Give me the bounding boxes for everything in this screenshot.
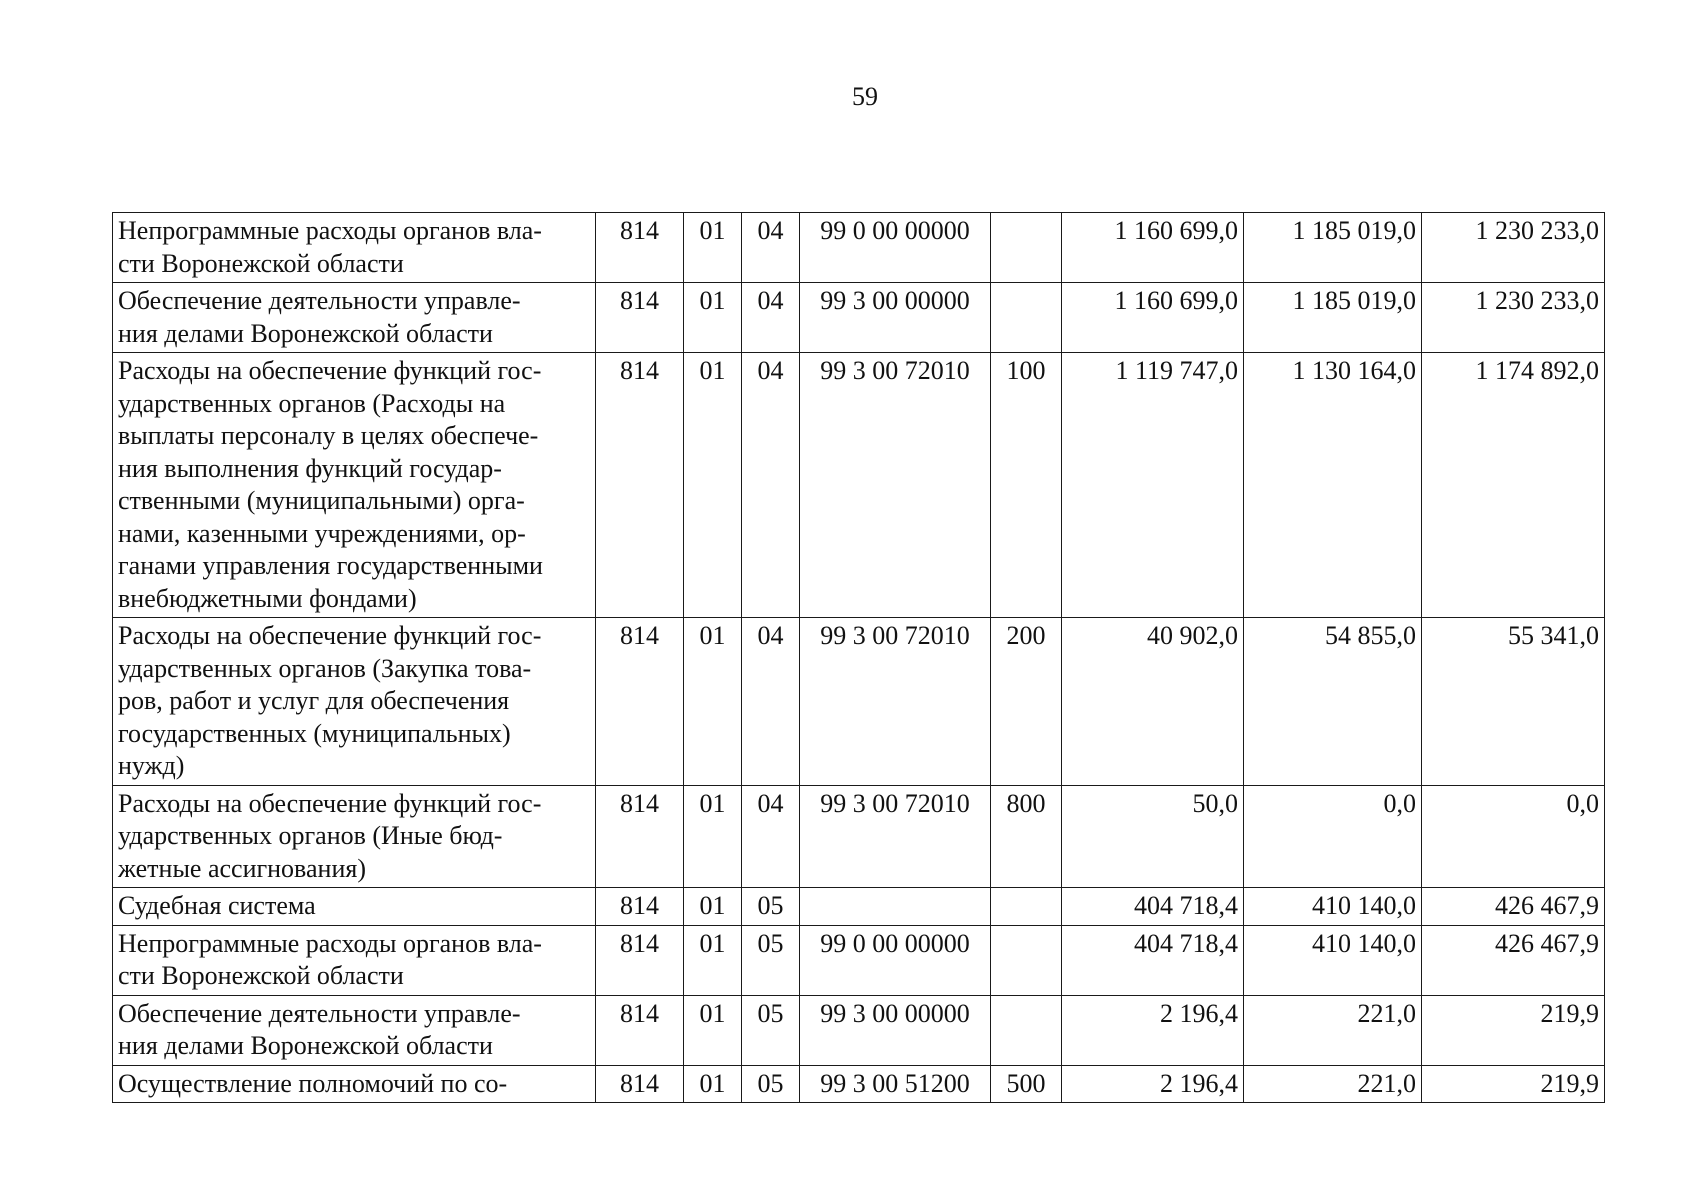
cell-amount-year-3: 426 467,9 <box>1422 888 1605 926</box>
expense-name-line: ударственных органов (Расходы на <box>118 388 506 418</box>
cell-amount-year-2: 410 140,0 <box>1244 888 1422 926</box>
cell-subsection-code: 04 <box>742 785 800 888</box>
expense-name-line: сти Воронежской области <box>118 248 404 278</box>
expense-name-line: нужд) <box>118 751 185 780</box>
cell-amount-year-2: 1 130 164,0 <box>1244 353 1422 618</box>
cell-amount-year-3: 426 467,9 <box>1422 925 1605 995</box>
expense-name-line: Расходы на обеспечение функций гос- <box>118 356 542 385</box>
expense-name-line: сти Воронежской области <box>118 961 404 990</box>
cell-section-code: 01 <box>684 925 742 995</box>
cell-expense-name <box>113 353 596 618</box>
cell-expense-type: 500 <box>991 1065 1062 1103</box>
cell-section-code: 01 <box>684 353 742 618</box>
cell-target-article: 99 0 00 00000 <box>800 213 991 283</box>
expense-name-line: Расходы на обеспечение функций гос- <box>118 621 542 650</box>
cell-section-code: 01 <box>684 618 742 786</box>
cell-expense-name <box>113 213 596 283</box>
cell-expense-name <box>113 995 596 1065</box>
cell-grbs-code: 814 <box>596 213 684 283</box>
cell-amount-year-3: 1 174 892,0 <box>1422 353 1605 618</box>
cell-section-code: 01 <box>684 785 742 888</box>
cell-grbs-code: 814 <box>596 353 684 618</box>
table-row <box>113 618 1605 786</box>
cell-target-article <box>800 888 991 926</box>
cell-target-article: 99 3 00 51200 <box>800 1065 991 1103</box>
cell-grbs-code: 814 <box>596 618 684 786</box>
cell-amount-year-3: 0,0 <box>1422 785 1605 888</box>
cell-grbs-code: 814 <box>596 283 684 353</box>
cell-amount-year-2: 410 140,0 <box>1244 925 1422 995</box>
cell-section-code: 01 <box>684 213 742 283</box>
cell-amount-year-2: 1 185 019,0 <box>1244 213 1422 283</box>
cell-amount-year-1: 1 119 747,0 <box>1062 353 1244 618</box>
cell-subsection-code: 05 <box>742 925 800 995</box>
cell-expense-type <box>991 213 1062 283</box>
cell-target-article: 99 0 00 00000 <box>800 925 991 995</box>
cell-amount-year-3: 219,9 <box>1422 1065 1605 1103</box>
cell-grbs-code: 814 <box>596 925 684 995</box>
table-row <box>113 283 1605 353</box>
cell-target-article: 99 3 00 72010 <box>800 785 991 888</box>
table-row <box>113 888 1605 926</box>
cell-expense-type: 200 <box>991 618 1062 786</box>
expense-name-line: Непрограммные расходы органов вла- <box>118 928 542 958</box>
cell-expense-name <box>113 888 596 926</box>
expense-name-line: жетные ассигнования) <box>118 853 366 883</box>
cell-target-article: 99 3 00 72010 <box>800 353 991 618</box>
page-number: 59 <box>852 82 878 111</box>
table-row <box>113 925 1605 995</box>
expense-name-line: Обеспечение деятельности управле- <box>118 286 521 315</box>
cell-subsection-code: 04 <box>742 213 800 283</box>
cell-subsection-code: 04 <box>742 353 800 618</box>
expense-name-line: Расходы на обеспечение функций гос- <box>118 788 542 818</box>
cell-amount-year-3: 55 341,0 <box>1422 618 1605 786</box>
cell-amount-year-1: 50,0 <box>1062 785 1244 888</box>
cell-amount-year-2: 0,0 <box>1244 785 1422 888</box>
cell-grbs-code: 814 <box>596 888 684 926</box>
cell-section-code: 01 <box>684 995 742 1065</box>
cell-expense-name <box>113 925 596 995</box>
cell-target-article: 99 3 00 72010 <box>800 618 991 786</box>
cell-target-article: 99 3 00 00000 <box>800 995 991 1065</box>
expense-name-line: Обеспечение деятельности управле- <box>118 998 521 1028</box>
expense-name-line: ударственных органов (Закупка това- <box>118 653 532 683</box>
cell-amount-year-3: 1 230 233,0 <box>1422 213 1605 283</box>
expense-name-line: нами, казенными учреждениями, ор- <box>118 518 526 548</box>
cell-expense-type: 800 <box>991 785 1062 888</box>
cell-subsection-code: 05 <box>742 995 800 1065</box>
table-row <box>113 213 1605 283</box>
cell-subsection-code: 05 <box>742 888 800 926</box>
cell-grbs-code: 814 <box>596 785 684 888</box>
cell-subsection-code: 04 <box>742 283 800 353</box>
cell-amount-year-3: 1 230 233,0 <box>1422 283 1605 353</box>
cell-expense-name <box>113 618 596 786</box>
expense-name-line: Осуществление полномочий по со- <box>118 1068 508 1098</box>
table-row <box>113 1065 1605 1103</box>
cell-expense-type <box>991 925 1062 995</box>
expense-name-line: Судебная система <box>118 891 316 920</box>
cell-target-article: 99 3 00 00000 <box>800 283 991 353</box>
expense-name-line: ния делами Воронежской области <box>118 318 493 348</box>
cell-expense-name <box>113 1065 596 1103</box>
cell-amount-year-2: 221,0 <box>1244 1065 1422 1103</box>
cell-expense-type <box>991 888 1062 926</box>
cell-section-code: 01 <box>684 1065 742 1103</box>
expense-name-line: Непрограммные расходы органов вла- <box>118 216 542 245</box>
table-row <box>113 353 1605 618</box>
cell-amount-year-1: 2 196,4 <box>1062 1065 1244 1103</box>
expense-name-line: ударственных органов (Иные бюд- <box>118 821 503 850</box>
cell-expense-type <box>991 283 1062 353</box>
cell-subsection-code: 05 <box>742 1065 800 1103</box>
expense-name-line: выплаты персоналу в целях обеспече- <box>118 421 539 450</box>
cell-amount-year-1: 404 718,4 <box>1062 888 1244 926</box>
expense-name-line: внебюджетными фондами) <box>118 583 417 613</box>
expense-name-line: ния выполнения функций государ- <box>118 453 502 483</box>
expense-name-line: государственных (муниципальных) <box>118 718 511 748</box>
cell-expense-type <box>991 995 1062 1065</box>
cell-amount-year-2: 1 185 019,0 <box>1244 283 1422 353</box>
table-body <box>113 213 1605 1103</box>
cell-amount-year-1: 2 196,4 <box>1062 995 1244 1065</box>
table-row <box>113 995 1605 1065</box>
cell-subsection-code: 04 <box>742 618 800 786</box>
cell-expense-name <box>113 785 596 888</box>
table-row <box>113 785 1605 888</box>
cell-section-code: 01 <box>684 283 742 353</box>
expense-name-line: ственными (муниципальными) орга- <box>118 486 525 515</box>
cell-grbs-code: 814 <box>596 1065 684 1103</box>
expense-name-line: ров, работ и услуг для обеспечения <box>118 686 510 715</box>
cell-amount-year-1: 1 160 699,0 <box>1062 283 1244 353</box>
cell-amount-year-2: 221,0 <box>1244 995 1422 1065</box>
cell-section-code: 01 <box>684 888 742 926</box>
cell-amount-year-1: 1 160 699,0 <box>1062 213 1244 283</box>
cell-grbs-code: 814 <box>596 995 684 1065</box>
expense-name-line: ния делами Воронежской области <box>118 1031 493 1060</box>
cell-expense-name <box>113 283 596 353</box>
cell-amount-year-1: 40 902,0 <box>1062 618 1244 786</box>
cell-amount-year-2: 54 855,0 <box>1244 618 1422 786</box>
budget-table <box>112 212 1605 1103</box>
expense-name-line: ганами управления государственными <box>118 551 543 580</box>
cell-amount-year-1: 404 718,4 <box>1062 925 1244 995</box>
cell-expense-type: 100 <box>991 353 1062 618</box>
cell-amount-year-3: 219,9 <box>1422 995 1605 1065</box>
